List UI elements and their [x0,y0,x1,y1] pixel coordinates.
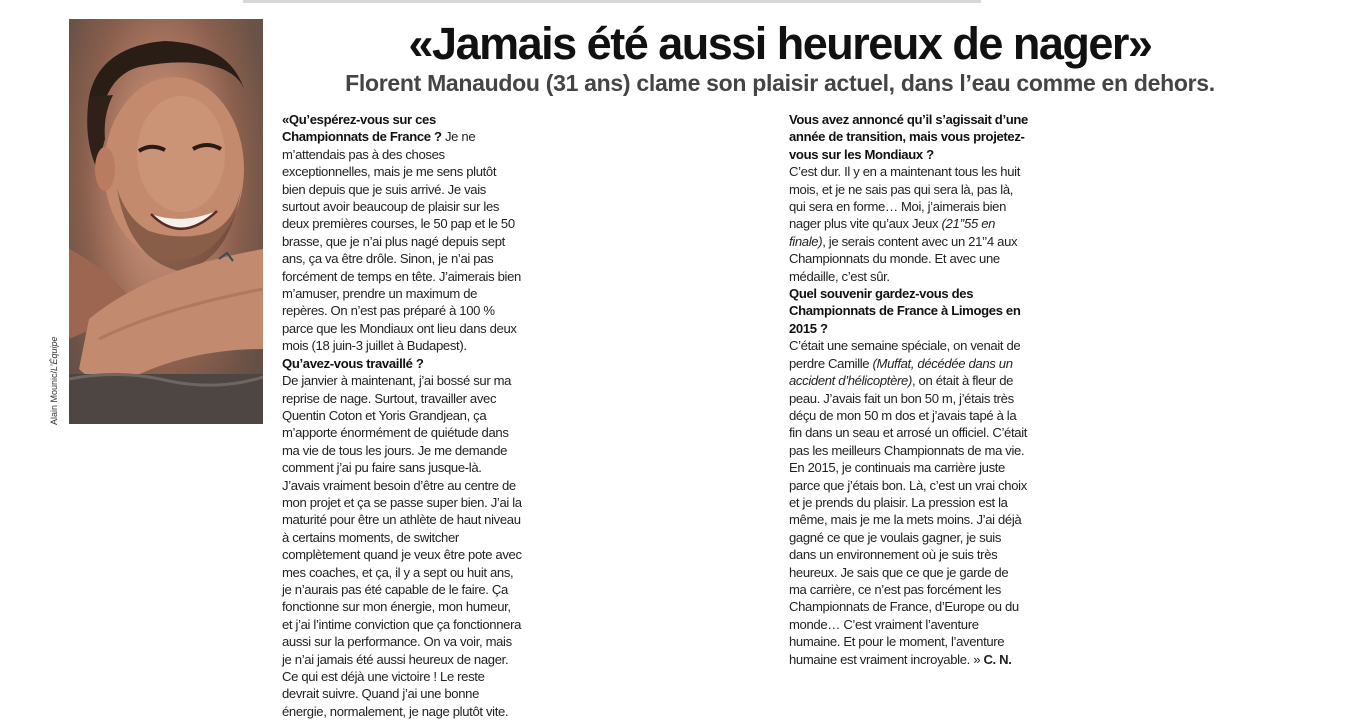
credit-magazine: L’Équipe [49,336,59,371]
top-rule [243,0,981,3]
article-column-1 [282,111,522,720]
athlete-photo [69,19,263,424]
question-3: Vous avez annoncé qu’il s’agissait d’une année de transition, mais vous projetez-vous sur les Mondiaux ? [789,112,1028,162]
headline: «Jamais été aussi heureux de nager» [408,18,1152,69]
question-1: «Qu’espérez-vous sur ces Championnats de France ? [282,112,442,145]
answer-4-end: , on était à fleur de peau. J’avais fait un bon 50 m, j’étais très déçu de mon 50 m dos et j’avais tapé à la fin dans un seau et arrosé un officiel. C’était pas les meilleurs Championnats de ma vie. En 2015, je continuais ma carrière juste parce que j’étais bon. Là, c’est un vrai choix et je prends du plaisir. La pression est la même, mais je me la mets moins. J’ai déjà gagné ce que je voulais gagner, je suis dans un environnement où je suis très heureux. Je sais que ce que je garde de ma carrière, ce n’est pas forcément les Championnats de France, d’Europe ou du monde… C’est vraiment l’aventure humaine. Et pour le moment, l’aventure humaine est vraiment incroyable. » [789,373,1028,667]
author-signature: C. N. [983,651,1012,667]
portrait-illustration [69,19,263,424]
question-4: Quel souvenir gardez-vous des Championnats de France à Limoges en 2015 ? [789,286,1021,336]
answer-3-start: C’est dur. Il y en a maintenant tous les huit mois, et je ne sais pas qui sera là, pas là, qui sera en forme… Moi, j’aimerais bien nager plus vite qu’aux Jeux [789,164,1020,232]
answer-3-aside: (21’’55 en finale) [789,216,996,249]
answer-2: De janvier à maintenant, j’ai bossé sur ma reprise de nage. Surtout, travailler avec Quentin Coton et Yoris Grandjean, ça m’apporte énormément de quiétude dans ma vie de tous les jours. Je me demande comment j’ai pu faire sans jusque-là. J’avais vraiment besoin d’être au centre de mon projet et ça se passe super bien. J’ai la maturité pour être un athlète de haut niveau à certains moments, de switcher complètement quand je veux être pote avec mes coaches, et ça, il y a sept ou huit ans, je n’aurais pas été capable de le faire. Ça fonctionne sur mon énergie, mon humeur, et j’ai l’intime conviction que ça fonctionnera aussi sur la performance. On va voir, mais je n’ai jamais été aussi heureux de nager. Ce qui est déjà une victoire ! Le reste devrait suivre. Quand j’ai une bonne énergie, normalement, je nage plutôt vite. [282,373,522,719]
answer-4-start: C’était une semaine spéciale, on venait de perdre Camille [789,338,1021,371]
subheadline: Florent Manaudou (31 ans) clame son plaisir actuel, dans l’eau comme en dehors. [345,70,1215,96]
question-2: Qu’avez-vous travaillé ? [282,355,424,371]
answer-1: Je ne m’attendais pas à des choses exceptionnelles, mais je me sens plutôt bien depuis que je suis arrivé. Je vais surtout avoir beaucoup de plaisir sur les deux premières courses, le 50 pap et le 50 brasse, que je n’ai plus nagé depuis sept ans, ça va être drôle. Sinon, je n’ai pas forcément de temps en tête. J’aimerais bien m’amuser, prendre un maximum de repères. On n’est pas préparé à 100 % parce que les Mondiaux ont lieu dans deux mois (18 juin-3 juillet à Budapest). [282,129,521,354]
credit-author: Alain Mounic/ [49,370,59,425]
answer-3-end: , je serais content avec un 21’’4 aux Championnats du monde. Et avec une médaille, c’est sûr. [789,233,1018,284]
answer-4-aside: (Muffat, décédée dans un accident d’hélicoptère) [789,355,1013,389]
article-column-3 [789,111,1029,668]
photo-credit [49,320,59,425]
